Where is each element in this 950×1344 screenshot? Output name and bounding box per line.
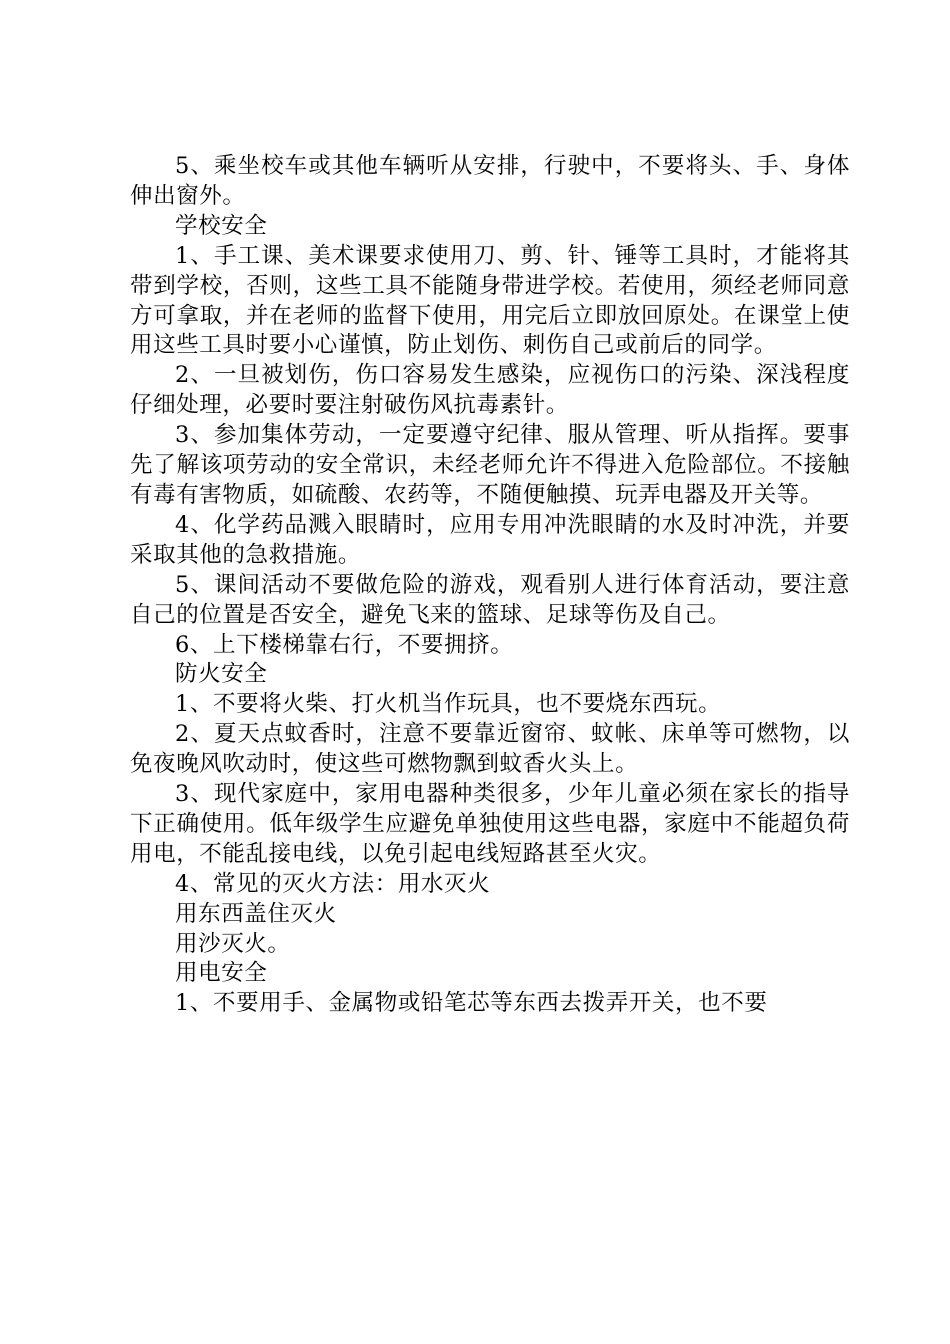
paragraph-school-bus-item-5: 5、乘坐校车或其他车辆听从安排，行驶中，不要将头、手、身体伸出窗外。 bbox=[130, 153, 850, 209]
paragraph-school-item-3: 3、参加集体劳动，一定要遵守纪律、服从管理、听从指挥。要事先了解该项劳动的安全常识，未经老师允许不得进入危险部位。不接触有毒有害物质，如硫酸、农药等，不随便触摸、玩弄电器及开关等。 bbox=[130, 422, 850, 508]
document-page bbox=[130, 152, 850, 1019]
paragraph-school-item-5: 5、课间活动不要做危险的游戏，观看别人进行体育活动，要注意自己的位置是否安全，避免飞来的篮球、足球等伤及自己。 bbox=[130, 571, 850, 628]
paragraph-fire-item-2: 2、夏天点蚊香时，注意不要靠近窗帘、蚊帐、床单等可燃物，以免夜晚风吹动时，使这些可燃物飘到蚊香火头上。 bbox=[130, 721, 850, 778]
paragraph-school-item-4: 4、化学药品溅入眼睛时，应用专用冲洗眼睛的水及时冲洗，并要采取其他的急救措施。 bbox=[130, 511, 850, 568]
paragraph-fire-item-4-line-2: 用东西盖住灭火 bbox=[175, 900, 337, 927]
paragraph-electric-item-1: 1、不要用手、金属物或铅笔芯等东西去拨弄开关，也不要 bbox=[175, 990, 768, 1017]
section-heading-electric-safety: 用电安全 bbox=[175, 960, 268, 987]
paragraph-fire-item-3: 3、现代家庭中，家用电器种类很多，少年儿童必须在家长的指导下正确使用。低年级学生应避免单独使用这些电器，家庭中不能超负荷用电，不能乱接电线，以免引起电线短路甚至火灾。 bbox=[130, 781, 850, 867]
paragraph-fire-item-4-line-3: 用沙灭火。 bbox=[175, 930, 291, 957]
paragraph-fire-item-4: 4、常见的灭火方法：用水灭火 bbox=[175, 870, 491, 897]
paragraph-school-item-2: 2、一旦被划伤，伤口容易发生感染，应视伤口的污染、深浅程度仔细处理，必要时要注射破伤风抗毒素针。 bbox=[130, 362, 850, 419]
paragraph-school-item-1: 1、手工课、美术课要求使用刀、剪、针、锤等工具时，才能将其带到学校，否则，这些工具不能随身带进学校。若使用，须经老师同意方可拿取，并在老师的监督下使用，用完后立即放回原处。在课堂上使用这些工具时要小心谨慎，防止划伤、刺伤自己或前后的同学。 bbox=[130, 242, 850, 359]
paragraph-fire-item-1: 1、不要将火柴、打火机当作玩具，也不要烧东西玩。 bbox=[175, 691, 722, 718]
section-heading-school-safety: 学校安全 bbox=[175, 212, 268, 239]
paragraph-school-item-6: 6、上下楼梯靠右行，不要拥挤。 bbox=[175, 631, 514, 658]
section-heading-fire-safety: 防火安全 bbox=[175, 661, 268, 688]
